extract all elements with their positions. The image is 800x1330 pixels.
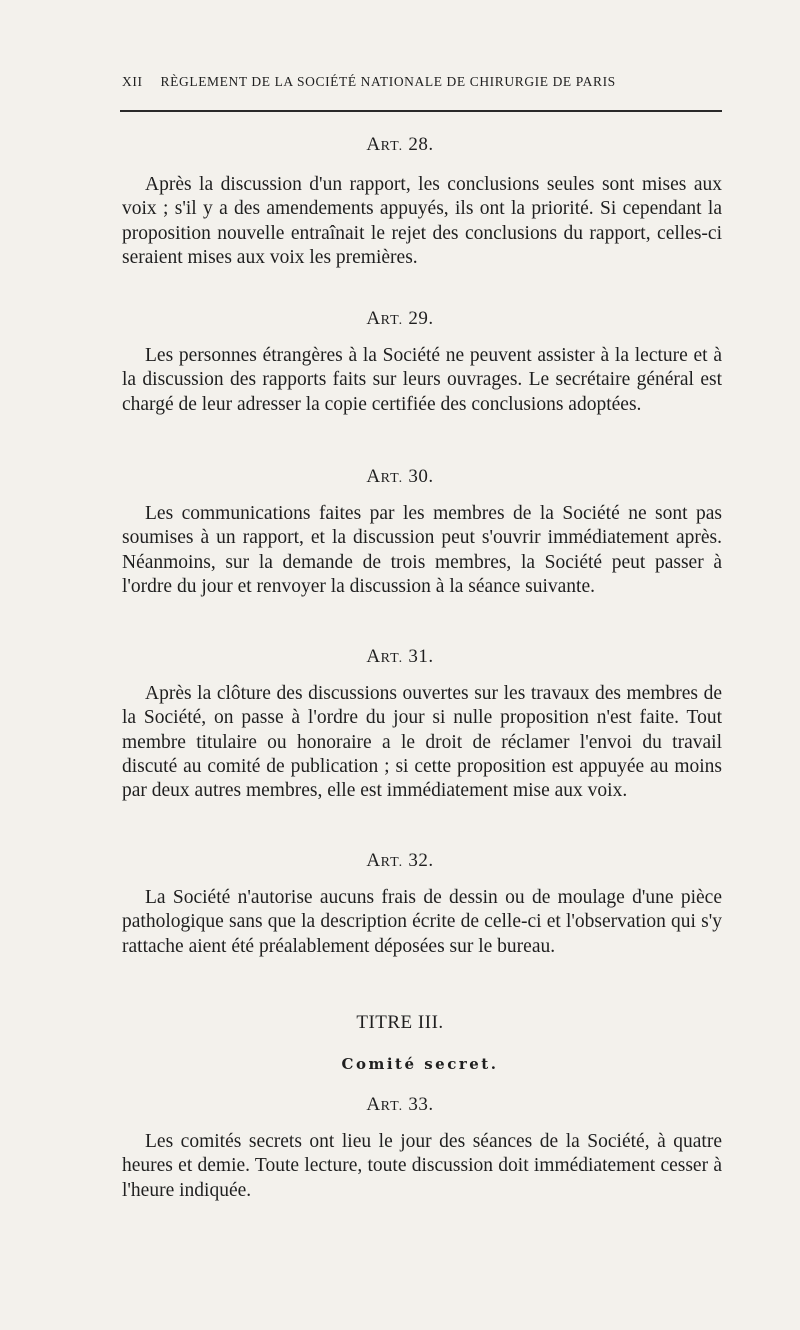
running-header <box>122 74 720 90</box>
article-text-30: Les communications faites par les membres de la Société ne sont pas soumises à un rapport, et la discussion peut s'ouvrir immédiatement après. Néanmoins, sur la demande de trois membres, la Société peut passer à l'ordre du jour et renvoyer la discussion à la séance suivante. <box>122 503 722 597</box>
article-heading-29: ART. 29. <box>366 308 434 329</box>
article-text-32: La Société n'autorise aucuns frais de dessin ou de moulage d'une pièce pathologique sans que la description écrite de celle-ci et l'observation qui s'y rattache aient été préalablement déposées sur le bureau. <box>122 887 722 957</box>
section-title: TITRE III. <box>356 1012 444 1033</box>
page-number: XII <box>122 74 143 89</box>
article-heading-30: ART. 30. <box>366 466 434 487</box>
article-heading-33: ART. 33. <box>366 1094 434 1115</box>
header-rule <box>120 110 722 112</box>
article-text-29: Les personnes étrangères à la Société ne peuvent assister à la lecture et à la discussion des rapports faits sur leurs ouvrages. Le secrétaire général est chargé de leur adresser la copie certifiée des conclusions adoptées. <box>122 345 722 415</box>
section-subtitle: Comité secret. <box>341 1055 499 1073</box>
article-text-31: Après la clôture des discussions ouvertes sur les travaux des membres de la Société, on passe à l'ordre du jour si nulle proposition n'est faite. Tout membre titulaire ou honoraire a le droit de réclamer l'envoi du travail discuté au comité de publication ; si cette proposition est appuyée au moins par deux autres membres, elle est immédiatement mise aux voix. <box>122 683 722 802</box>
article-text-28: Après la discussion d'un rapport, les conclusions seules sont mises aux voix ; s'il y a des amendements appuyés, ils ont la priorité. Si cependant la proposition nouvelle entraînait le rejet des conclusions du rapport, celles-ci seraient mises aux voix les premières. <box>122 174 722 268</box>
article-text-33: Les comités secrets ont lieu le jour des séances de la Société, à quatre heures et demie. Toute lecture, toute discussion doit immédiatement cesser à l'heure indiquée. <box>122 1131 722 1201</box>
article-heading-31: ART. 31. <box>366 646 434 667</box>
article-heading-32: ART. 32. <box>366 850 434 871</box>
running-title: RÈGLEMENT DE LA SOCIÉTÉ NATIONALE DE CHIRURGIE DE PARIS <box>160 74 616 89</box>
article-heading-28: ART. 28. <box>366 134 434 155</box>
